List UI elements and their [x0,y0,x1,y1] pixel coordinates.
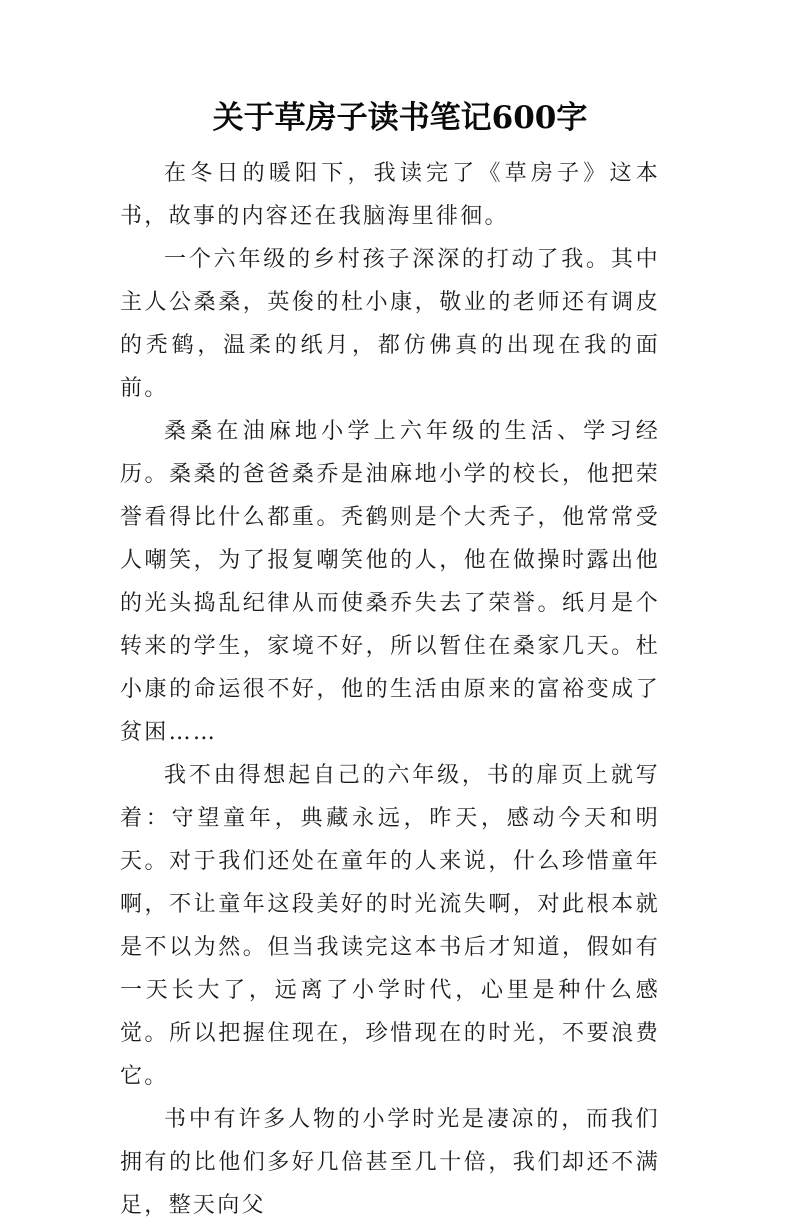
paragraph-1: 在冬日的暖阳下，我读完了《草房子》这本书，故事的内容还在我脑海里徘徊。 [120,161,660,229]
paragraph-3: 桑桑在油麻地小学上六年级的生活、学习经历。桑桑的爸爸桑乔是油麻地小学的校长，他把荣誉看得比什么都重。秃鹤则是个大秃子，他常常受人嘲笑，为了报复嘲笑他的人，他在做操时露出他的光头捣乱纪律从而使桑乔失去了荣誉。纸月是个转来的学生，家境不好，所以暂住在桑家几天。杜小康的命运很不好，他的生活由原来的富裕变成了贫困…… [120,419,660,745]
paragraph-2: 一个六年级的乡村孩子深深的打动了我。其中主人公桑桑，英俊的杜小康，敬业的老师还有调皮的秃鹤，温柔的纸月，都仿佛真的出现在我的面前。 [120,247,660,401]
paragraph-4: 我不由得想起自己的六年级，书的扉页上就写着：守望童年，典藏永远，昨天，感动今天和明天。对于我们还处在童年的人来说，什么珍惜童年啊，不让童年这段美好的时光流失啊，对此根本就是不以为然。但当我读完这本书后才知道，假如有一天长大了，远离了小学时代，心里是种什么感觉。所以把握住现在，珍惜现在的时光，不要浪费它。 [120,763,660,1089]
document-body [120,152,660,1227]
document-title: 关于草房子读书笔记600字 [212,100,588,136]
paragraph-5: 书中有许多人物的小学时光是凄凉的，而我们拥有的比他们多好几倍甚至几十倍，我们却还不满足，整天向父 [120,1107,660,1218]
